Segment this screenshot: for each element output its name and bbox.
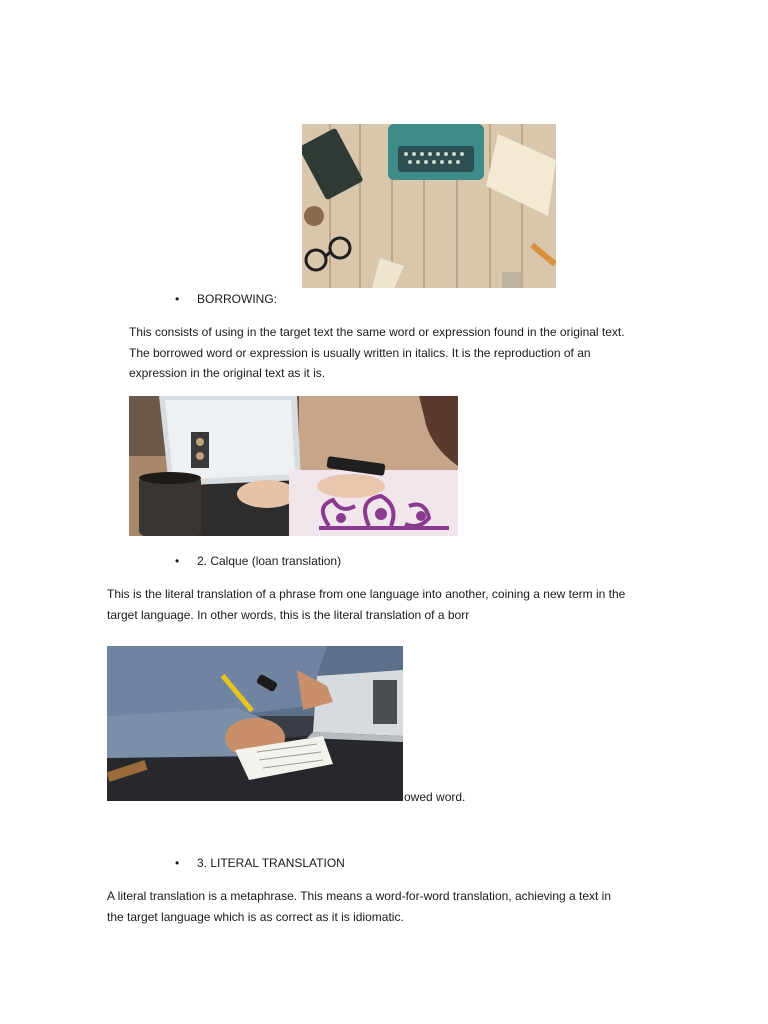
paragraph-line: A literal translation is a metaphrase. This means a word-for-word translation, achieving a text in — [107, 889, 612, 903]
laptop-typing-image — [129, 396, 458, 536]
bullet-dot: • — [175, 856, 180, 870]
bullet-borrowing — [175, 289, 277, 309]
bullet-calque — [175, 551, 342, 571]
literal-translation-paragraph — [107, 886, 611, 927]
section-heading: 3. LITERAL TRANSLATION — [197, 856, 345, 870]
calque-paragraph — [107, 584, 625, 625]
paragraph-line: This is the literal translation of a phrase from one language into another, coining a new term in the — [107, 587, 626, 601]
bullet-dot: • — [175, 292, 180, 306]
paragraph-line: target language. In other words, this is the literal translation of a borr — [107, 607, 470, 622]
section-heading: BORROWING: — [197, 292, 277, 306]
paragraph-line: expression in the original text as it is. — [129, 366, 326, 380]
bullet-dot: • — [175, 554, 180, 568]
bullet-literal-translation — [175, 853, 345, 873]
writing-notes-image — [107, 646, 403, 801]
section-heading: 2. Calque (loan translation) — [197, 554, 342, 568]
borrowing-paragraph — [129, 322, 625, 384]
paragraph-line: the target language which is as correct as it is idiomatic. — [107, 909, 404, 924]
paragraph-line: The borrowed word or expression is usually written in italics. It is the reproduction of an — [129, 345, 591, 360]
calque-continuation: owed word. — [404, 790, 466, 804]
paragraph-line: This consists of using in the target text the same word or expression found in the original text. — [129, 325, 625, 339]
typewriter-desk-image — [302, 124, 556, 288]
